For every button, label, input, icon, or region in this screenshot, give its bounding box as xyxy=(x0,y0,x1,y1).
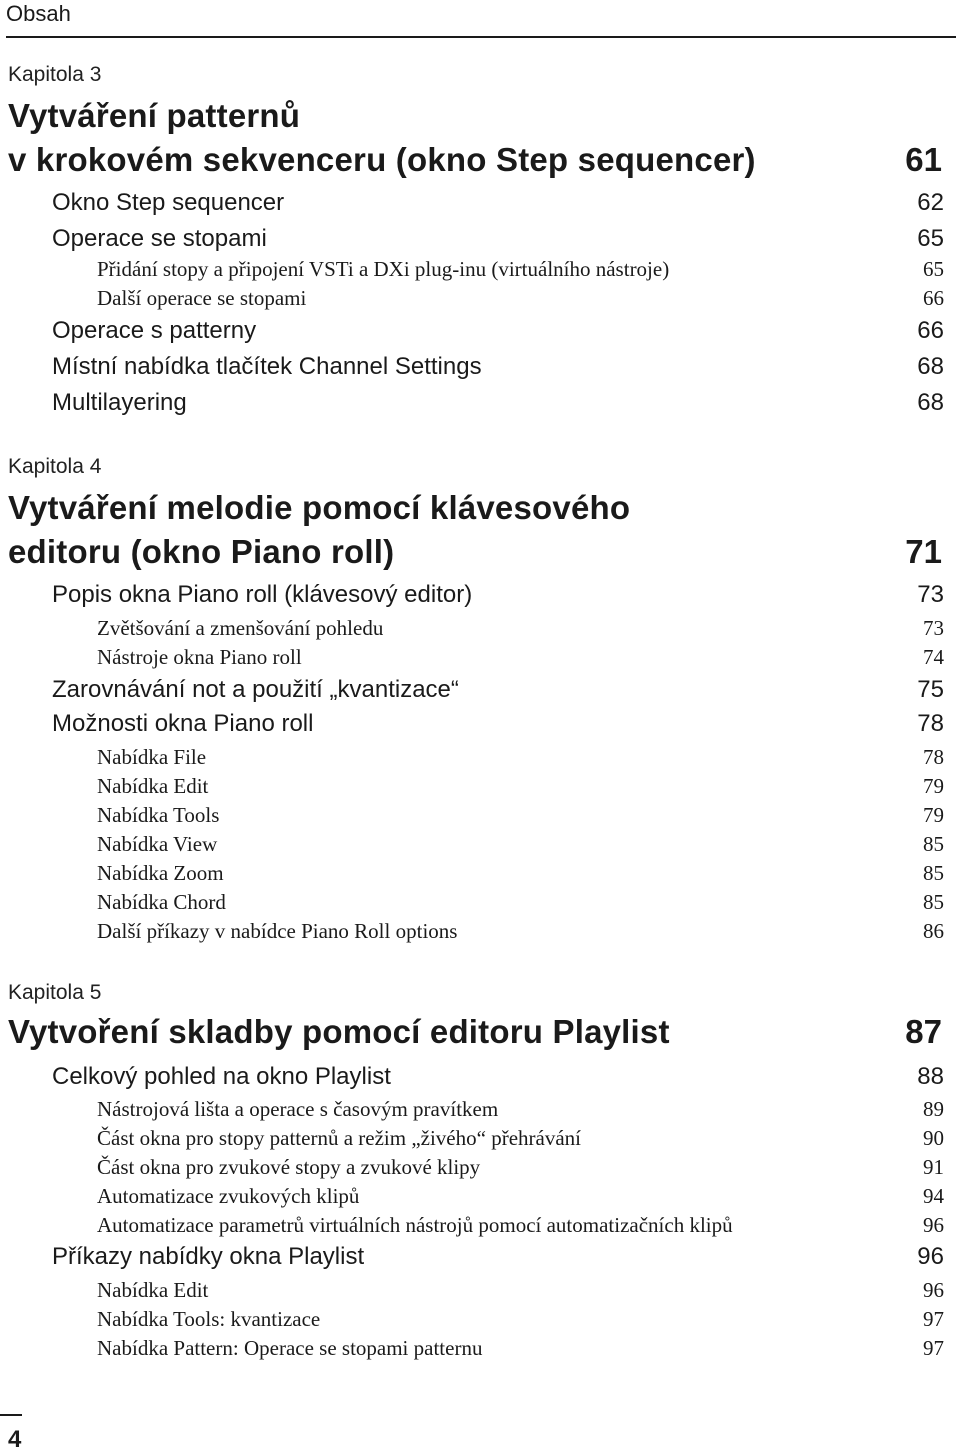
section-page-number: 75 xyxy=(917,676,944,703)
subsection-page-number: 85 xyxy=(923,890,944,914)
section-title: Okno Step sequencer xyxy=(52,189,285,216)
subsection-title: Další operace se stopami xyxy=(97,286,307,310)
subsection-title: Nabídka View xyxy=(97,832,218,856)
subsection-page-number: 85 xyxy=(923,832,944,856)
chapter-title: v krokovém sekvenceru (okno Step sequencer) xyxy=(8,141,756,178)
chapter-page-number: 61 xyxy=(905,141,942,178)
chapter-title: Vytváření melodie pomocí klávesového xyxy=(8,489,631,526)
subsection-page-number: 96 xyxy=(923,1278,944,1302)
section-page-number: 66 xyxy=(917,317,944,344)
subsection-page-number: 79 xyxy=(923,803,944,827)
subsection-title: Nabídka Edit xyxy=(97,1278,209,1302)
subsection-page-number: 79 xyxy=(923,774,944,798)
subsection-title: Nabídka Pattern: Operace se stopami patternu xyxy=(97,1336,483,1360)
subsection-page-number: 97 xyxy=(923,1307,944,1331)
section-page-number: 88 xyxy=(917,1063,944,1090)
section-page-number: 78 xyxy=(917,710,944,737)
subsection-title: Nabídka Edit xyxy=(97,774,209,798)
subsection-page-number: 78 xyxy=(923,745,944,769)
subsection-title: Nabídka Tools: kvantizace xyxy=(97,1307,321,1331)
subsection-title: Automatizace parametrů virtuálních nástrojů pomocí automatizačních klipů xyxy=(97,1213,733,1237)
subsection-title: Nabídka Tools xyxy=(97,803,220,827)
subsection-page-number: 65 xyxy=(923,257,944,281)
subsection-page-number: 91 xyxy=(923,1155,944,1179)
section-title: Operace se stopami xyxy=(52,225,267,252)
section-page-number: 96 xyxy=(917,1243,944,1270)
footer-rule xyxy=(0,1414,22,1416)
section-title: Možnosti okna Piano roll xyxy=(52,710,314,737)
subsection-page-number: 74 xyxy=(923,645,944,669)
page-header-title: Obsah xyxy=(6,1,71,26)
section-title: Zarovnávání not a použití „kvantizace“ xyxy=(52,676,459,703)
chapter-label: Kapitola 5 xyxy=(8,981,102,1004)
chapter-page-number: 87 xyxy=(905,1013,942,1050)
section-title: Popis okna Piano roll (klávesový editor) xyxy=(52,581,473,608)
subsection-page-number: 94 xyxy=(923,1184,944,1208)
chapter-label: Kapitola 3 xyxy=(8,63,102,86)
chapter-label: Kapitola 4 xyxy=(8,455,102,478)
section-page-number: 68 xyxy=(917,353,944,380)
subsection-title: Přidání stopy a připojení VSTi a DXi plug-inu (virtuálního nástroje) xyxy=(97,257,670,281)
subsection-page-number: 86 xyxy=(923,919,944,943)
subsection-title: Nabídka Zoom xyxy=(97,861,224,885)
subsection-page-number: 97 xyxy=(923,1336,944,1360)
header-rule xyxy=(6,36,956,38)
subsection-page-number: 85 xyxy=(923,861,944,885)
subsection-page-number: 96 xyxy=(923,1213,944,1237)
section-title: Místní nabídka tlačítek Channel Settings xyxy=(52,353,482,380)
section-title: Multilayering xyxy=(52,389,187,416)
section-title: Operace s patterny xyxy=(52,317,257,344)
subsection-title: Část okna pro zvukové stopy a zvukové klipy xyxy=(97,1155,481,1179)
subsection-title: Nástrojová lišta a operace s časovým pravítkem xyxy=(97,1097,499,1121)
subsection-page-number: 66 xyxy=(923,286,944,310)
subsection-title: Další příkazy v nabídce Piano Roll options xyxy=(97,919,458,943)
chapter-title: Vytvoření skladby pomocí editoru Playlist xyxy=(8,1013,670,1050)
section-page-number: 73 xyxy=(917,581,944,608)
section-page-number: 62 xyxy=(917,189,944,216)
subsection-page-number: 89 xyxy=(923,1097,944,1121)
chapter-page-number: 71 xyxy=(905,533,942,570)
section-page-number: 65 xyxy=(917,225,944,252)
section-page-number: 68 xyxy=(917,389,944,416)
subsection-title: Nástroje okna Piano roll xyxy=(97,645,302,669)
subsection-title: Zvětšování a zmenšování pohledu xyxy=(97,616,384,640)
section-title: Příkazy nabídky okna Playlist xyxy=(52,1243,365,1270)
subsection-page-number: 73 xyxy=(923,616,944,640)
section-title: Celkový pohled na okno Playlist xyxy=(52,1063,391,1090)
footer-page-number: 4 xyxy=(8,1426,22,1453)
subsection-title: Nabídka Chord xyxy=(97,890,226,914)
subsection-title: Nabídka File xyxy=(97,745,207,769)
subsection-page-number: 90 xyxy=(923,1126,944,1150)
subsection-title: Část okna pro stopy patternů a režim „živého“ přehrávání xyxy=(97,1126,581,1150)
chapter-title: Vytváření patternů xyxy=(8,97,301,134)
chapter-title: editoru (okno Piano roll) xyxy=(8,533,395,570)
subsection-title: Automatizace zvukových klipů xyxy=(97,1184,360,1208)
